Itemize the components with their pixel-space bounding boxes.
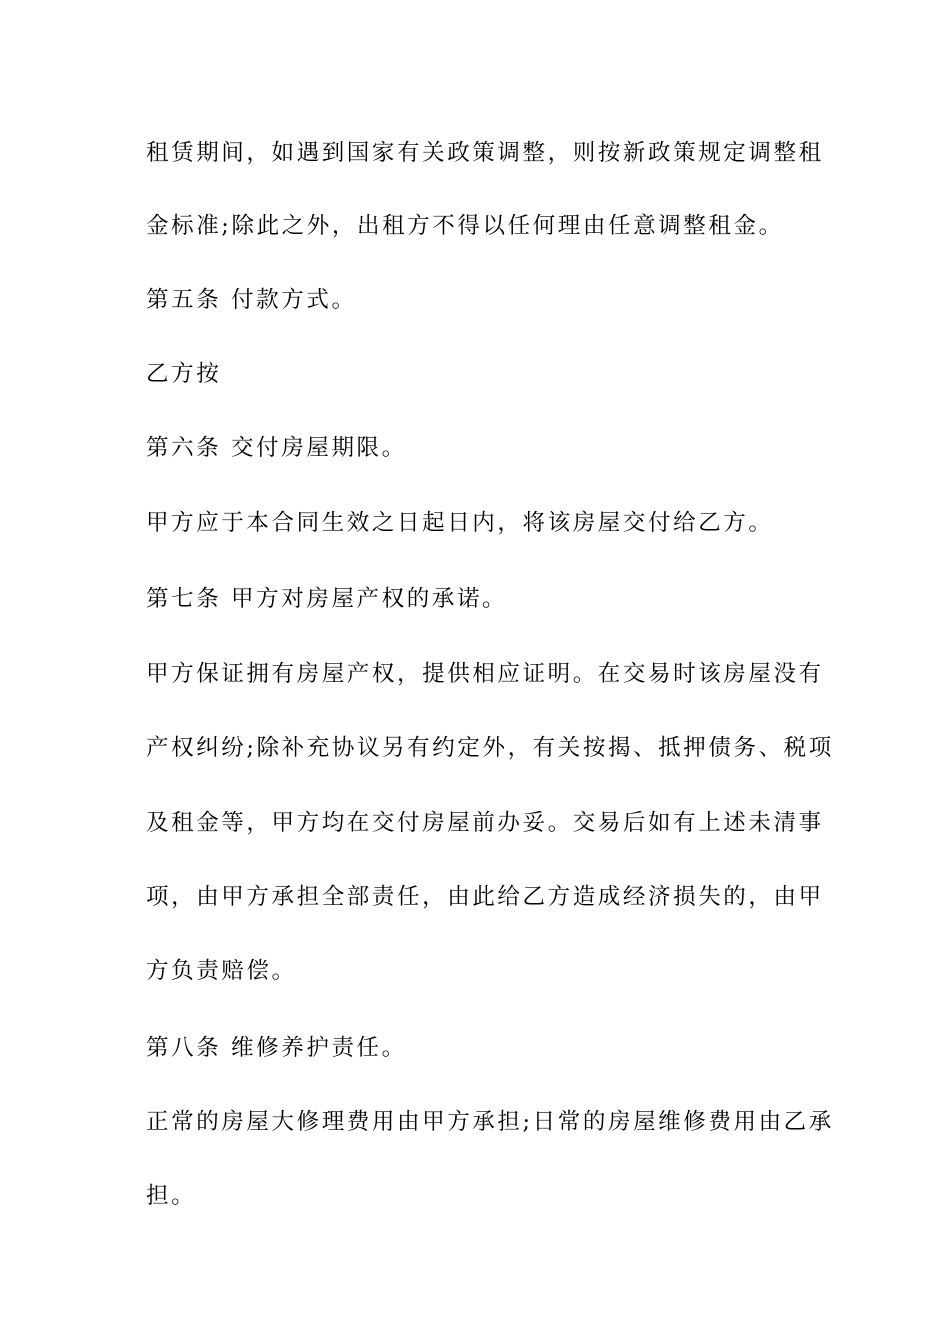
paragraph-line: 乙方按 bbox=[146, 361, 222, 387]
paragraph-line: 担。 bbox=[146, 1183, 197, 1209]
paragraph-line: 甲方应于本合同生效之日起日内，将该房屋交付给乙方。 bbox=[146, 510, 774, 536]
paragraph-line: 项，由甲方承担全部责任，由此给乙方造成经济损失的，由甲 bbox=[146, 884, 824, 910]
article-heading: 第五条 付款方式。 bbox=[146, 287, 357, 313]
article-heading: 第七条 甲方对房屋产权的承诺。 bbox=[146, 586, 508, 612]
paragraph-line: 金标准;除此之外，出租方不得以任何理由任意调整租金。 bbox=[146, 213, 784, 239]
paragraph-line: 甲方保证拥有房屋产权，提供相应证明。在交易时该房屋没有 bbox=[146, 661, 824, 687]
article-heading: 第八条 维修养护责任。 bbox=[146, 1035, 407, 1061]
paragraph-line: 租赁期间，如遇到国家有关政策调整，则按新政策规定调整租 bbox=[146, 140, 824, 166]
paragraph-line: 产权纠纷;除补充协议另有约定外，有关按揭、抵押债务、税项 bbox=[146, 735, 834, 761]
paragraph-line: 正常的房屋大修理费用由甲方承担;日常的房屋维修费用由乙承 bbox=[146, 1109, 834, 1135]
paragraph-line: 及租金等，甲方均在交付房屋前办妥。交易后如有上述未清事 bbox=[146, 810, 824, 836]
article-heading: 第六条 交付房屋期限。 bbox=[146, 435, 407, 461]
paragraph-line: 方负责赔偿。 bbox=[146, 958, 297, 984]
